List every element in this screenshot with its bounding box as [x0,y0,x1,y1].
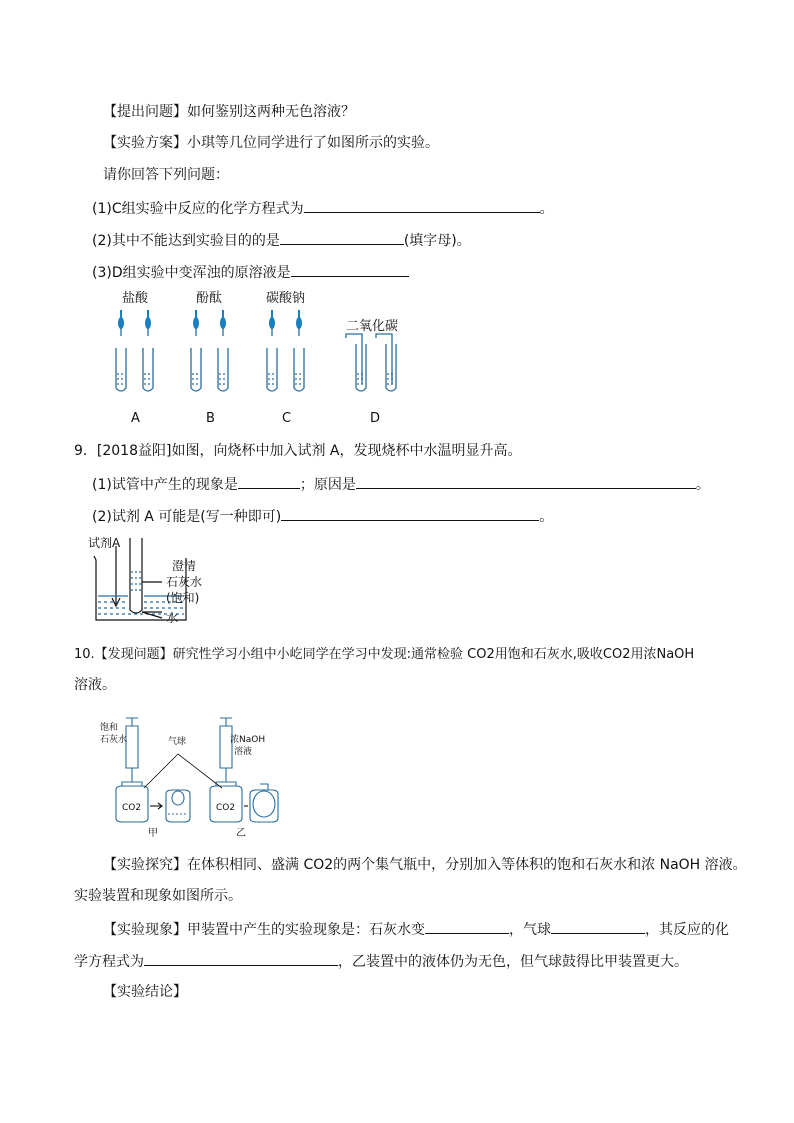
answer-blank[interactable] [425,919,509,934]
answer-blank[interactable] [304,198,540,213]
answer-blank[interactable] [551,919,645,934]
label-reagent-a: 试剂A [88,536,121,550]
test-tube [130,538,142,613]
label-jia: 甲 [148,828,158,838]
label-naoh-bottom: 溶液 [234,747,253,757]
q9-sub2-end: 。 [539,509,554,525]
label-limewater-bottom: 石灰水 [100,735,128,745]
yi-bottle-balloon [250,784,278,822]
group-label-d: D [370,411,381,426]
q10-explore-line1: 【实验探究】在体积相同、盛满 CO2的两个集气瓶中，分别加入等体积的饱和石灰水和浓 NaOH 溶液。 [103,857,747,873]
label-yi: 乙 [236,828,246,838]
q9-sub1-text: (1)试管中产生的现象是 [92,477,238,493]
q8-sub3 [92,262,409,282]
q8-sub1-text: (1)C组实验中反应的化学方程式为 [92,201,304,217]
label-limewater-top: 饱和 [100,723,119,733]
test-tube-group-c [267,310,304,391]
label-water: 水 [166,611,179,625]
q8-sub3-text: (3)D组实验中变浑浊的原溶液是 [92,265,291,281]
q10-conclusion: 【实验结论】 [103,984,187,1000]
q10-title-line1: 10.【发现问题】研究性学习小组中小屹同学在学习中发现:通常检验 CO2用饱和石灰水,吸收CO2用浓NaOH [74,647,695,662]
q8-sub1-end: 。 [539,201,554,217]
label-co2: 二氧化碳 [346,319,399,334]
q10-phen-text: 【实验现象】甲装置中产生的实验现象是：石灰水变 [103,922,425,938]
q10-phen-yi: ，乙装置中的液体仍为无色，但气球鼓得比甲装置更大。 [338,954,688,970]
q8-sub1 [92,198,554,218]
test-tube-group-a [116,310,153,391]
q8-figure [100,288,430,428]
q10-phenomenon-line1 [103,919,729,939]
label-balloon: 气球 [168,737,187,747]
q9-sub1 [92,474,710,494]
answer-blank[interactable] [281,506,539,521]
q9-sub2 [92,506,553,526]
group-label-b: B [206,411,215,426]
label-hcl: 盐酸 [122,291,149,306]
label-phenolphthalein: 酚酞 [196,291,223,306]
answer-blank[interactable] [280,230,404,245]
label-clear: 澄清 [172,559,197,573]
q8-sub2 [92,230,471,250]
label-limewater: 石灰水 [166,575,203,589]
q10-figure [100,714,290,838]
answer-blank[interactable] [291,262,409,277]
q9-sub1-reason: ；原因是 [299,477,356,493]
jia-bottle-balloon [166,790,190,822]
label-co2-jia: CO2 [122,803,142,813]
answer-blank[interactable] [144,951,338,966]
test-tube-group-b [191,310,228,391]
q8-plan: 【实验方案】小琪等几位同学进行了如图所示的实验。 [103,135,439,151]
q10-phen-reaction: ，其反应的化 [645,922,729,938]
q10-phenomenon-line2 [74,951,688,971]
group-label-c: C [282,411,292,426]
q8-sub2-end: (填字母)。 [403,233,471,249]
answer-blank[interactable] [356,474,696,489]
q9-figure [88,532,238,628]
answer-blank[interactable] [238,474,300,489]
q10-phen-balloon: ，气球 [509,922,551,938]
q8-problem: 【提出问题】如何鉴别这两种无色溶液？ [103,104,355,120]
label-saturated: (饱和) [166,591,200,605]
q9-title: 9．[2018益阳]如图，向烧杯中加入试剂 A，发现烧杯中水温明显升高。 [74,443,522,459]
q10-explore-line2: 实验装置和现象如图所示。 [74,888,242,904]
q10-phen-equation: 学方程式为 [74,954,144,970]
group-label-a: A [131,411,140,426]
label-co2-yi: CO2 [216,803,236,813]
q8-ask: 请你回答下列问题： [103,167,229,183]
label-naoh-top: 浓NaOH [230,735,266,745]
q9-sub1-end: 。 [695,477,710,493]
test-tube-group-d [346,334,396,391]
label-sodium-carbonate: 碳酸钠 [266,291,306,306]
q8-sub2-text: (2)其中不能达到实验目的的是 [92,233,280,249]
q9-sub2-text: (2)试剂 A 可能是(写一种即可) [92,509,282,525]
q10-title-line2: 溶液。 [74,677,116,693]
